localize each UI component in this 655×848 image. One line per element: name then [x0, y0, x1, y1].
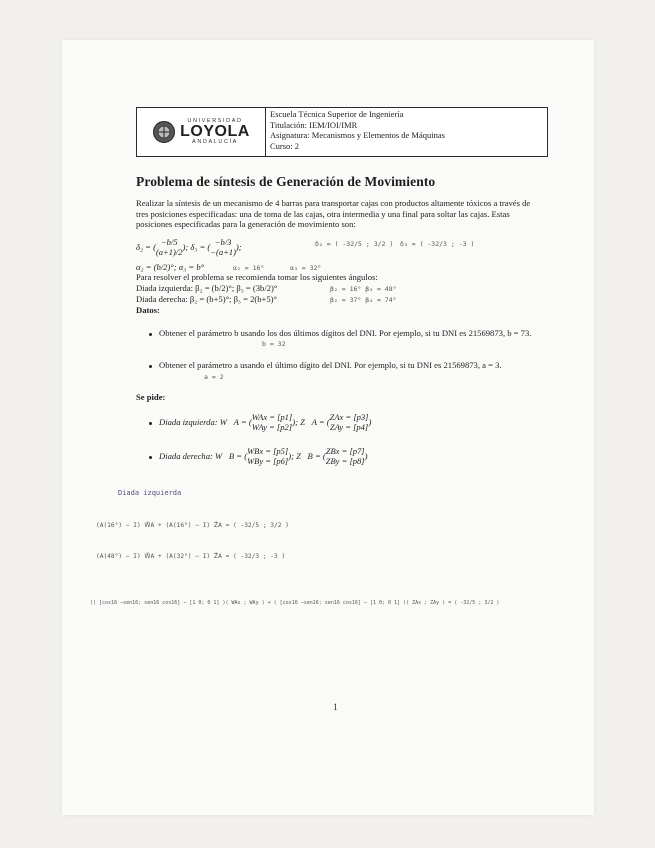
header-box — [136, 107, 548, 157]
intro-paragraph: Realizar la síntesis de un mecanismo de 4 barras para transportar cajas con productos altamente tóxicos a través de tres posiciones especificadas: una de toma de las cajas, otra intermedia y una final para soltar las cajas. Estas posiciones especificadas para la generación de movimiento son: — [136, 198, 531, 230]
zb-y: ZBy = [p8] — [325, 456, 365, 466]
delta-end: ); — [235, 241, 242, 252]
left-dyad-mid: ); Z⃗A = ( — [292, 416, 330, 427]
degree-line: Titulación: IEM/IOI/IMR — [270, 119, 358, 130]
wb-x: WBx = [p5] — [247, 446, 289, 456]
hand-beta-right: β₂ = 37° β₃ = 74° — [330, 296, 397, 304]
delta3-top: −b/3 — [214, 237, 232, 247]
advice-text: Para resolver el problema se recomienda tomar los siguientes ángulos: — [136, 272, 378, 282]
right-dyad-close: ) — [364, 450, 368, 461]
wa-x: WAx = [p1] — [251, 412, 293, 422]
university-logo — [137, 108, 266, 156]
wb-y: WBy = [p6] — [247, 456, 289, 466]
se-pide-label: Se pide: — [136, 392, 166, 402]
hand-delta2: δ₂ = ( -32/5 ; 3/2 ) — [315, 240, 394, 248]
datos-item-1: Obtener el parámetro b usando los dos últimos dígitos del DNI. Por ejemplo, si tu DNI es 21569873, b = 73. — [159, 328, 532, 338]
logo-top-text: UNIVERSIDAD — [187, 117, 243, 124]
bullet-2 — [149, 365, 152, 368]
right-dyad-request — [159, 444, 544, 468]
zb-x: ZBx = [p7] — [325, 446, 365, 456]
delta3-bottom: −(a+1) — [210, 247, 236, 257]
crest-icon — [152, 120, 176, 144]
left-dyad-label: Diada izquierda: W⃗A = ( — [159, 416, 252, 427]
bullet-1 — [149, 333, 152, 336]
hand-delta3: δ₃ = ( -32/3 ; -3 ) — [400, 240, 475, 248]
hand-alpha3: α₃ = 32° — [290, 264, 322, 272]
left-dyad-request — [159, 410, 544, 434]
hand-equation-1: (A(16°) − I) W⃗A + (A(16°) − I) Z⃗A = ( -32/5 ; 3/2 ) — [96, 522, 289, 529]
right-dyad-label: Diada derecha: W⃗B = ( — [159, 450, 248, 461]
right-dyad-angles: Diada derecha: β₂ = (b+5)°; β₃ = 2(b+5)° — [136, 294, 277, 304]
wa-y: WAy = [p2] — [251, 422, 293, 432]
hand-alpha2: α₂ = 16° — [233, 264, 265, 272]
wa-vector — [252, 412, 293, 432]
delta2-top: −b/5 — [160, 237, 178, 247]
hand-diada-label: Diada izquierda — [118, 489, 182, 497]
course-line: Curso: 2 — [270, 140, 300, 151]
delta2-vector — [156, 237, 183, 257]
alpha-formula: α₂ = (b/2)°; α₃ = b° — [136, 262, 205, 272]
hand-beta-left: β₂ = 16° β₃ = 48° — [330, 285, 397, 293]
bullet-3 — [149, 422, 152, 425]
wb-vector — [247, 446, 288, 466]
left-dyad-close: ) — [368, 416, 372, 427]
za-vector — [329, 412, 372, 432]
hand-equation-3: (( [cos16 −sen16; sen16 cos16] − [1 0; 0 1] )( WAx ; WAy ) + ( [cos16 −sen16; sen16 cos16] − [1 0; 0 1] )( ZAx ; ZAy ) = ( -32/5 ; 3/2 ) — [90, 600, 500, 606]
subject-line: Asignatura: Mecanismos y Elementos de Máquinas — [270, 130, 445, 140]
datos-label: Datos: — [136, 305, 160, 315]
delta3-vector — [210, 237, 236, 257]
logo-main-text: LOYOLA — [180, 123, 250, 140]
bullet-4 — [149, 456, 152, 459]
delta2-bottom: (a+1)/2 — [155, 247, 183, 257]
delta3-label: ); δ₃ = ( — [182, 241, 211, 252]
za-y: ZAy = [p4] — [329, 422, 369, 432]
zb-vector — [326, 446, 365, 466]
hand-b-value: b = 32 — [262, 340, 286, 348]
school-line: Escuela Técnica Superior de Ingeniería — [270, 109, 404, 119]
za-x: ZAx = [p3] — [329, 412, 369, 422]
course-info — [266, 108, 449, 156]
delta2-label: δ₂ = ( — [136, 241, 156, 252]
hand-equation-2: (A(48°) − I) W⃗A + (A(32°) − I) Z⃗A = ( -32/3 ; -3 ) — [96, 553, 286, 560]
datos-item-2: Obtener el parámetro a usando el último dígito del DNI. Por ejemplo, si tu DNI es 21569873, a = 3. — [159, 360, 502, 370]
page-number: 1 — [333, 702, 338, 712]
page-title: Problema de síntesis de Generación de Movimiento — [136, 174, 436, 189]
hand-a-value: a = 2 — [204, 373, 224, 381]
right-dyad-mid: ); Z⃗B = ( — [288, 450, 326, 461]
logo-bottom-text: ANDALUCÍA — [192, 139, 238, 145]
left-dyad-angles: Diada izquierda: β₂ = (b/2)°; β₃ = (3b/2)° — [136, 283, 278, 293]
